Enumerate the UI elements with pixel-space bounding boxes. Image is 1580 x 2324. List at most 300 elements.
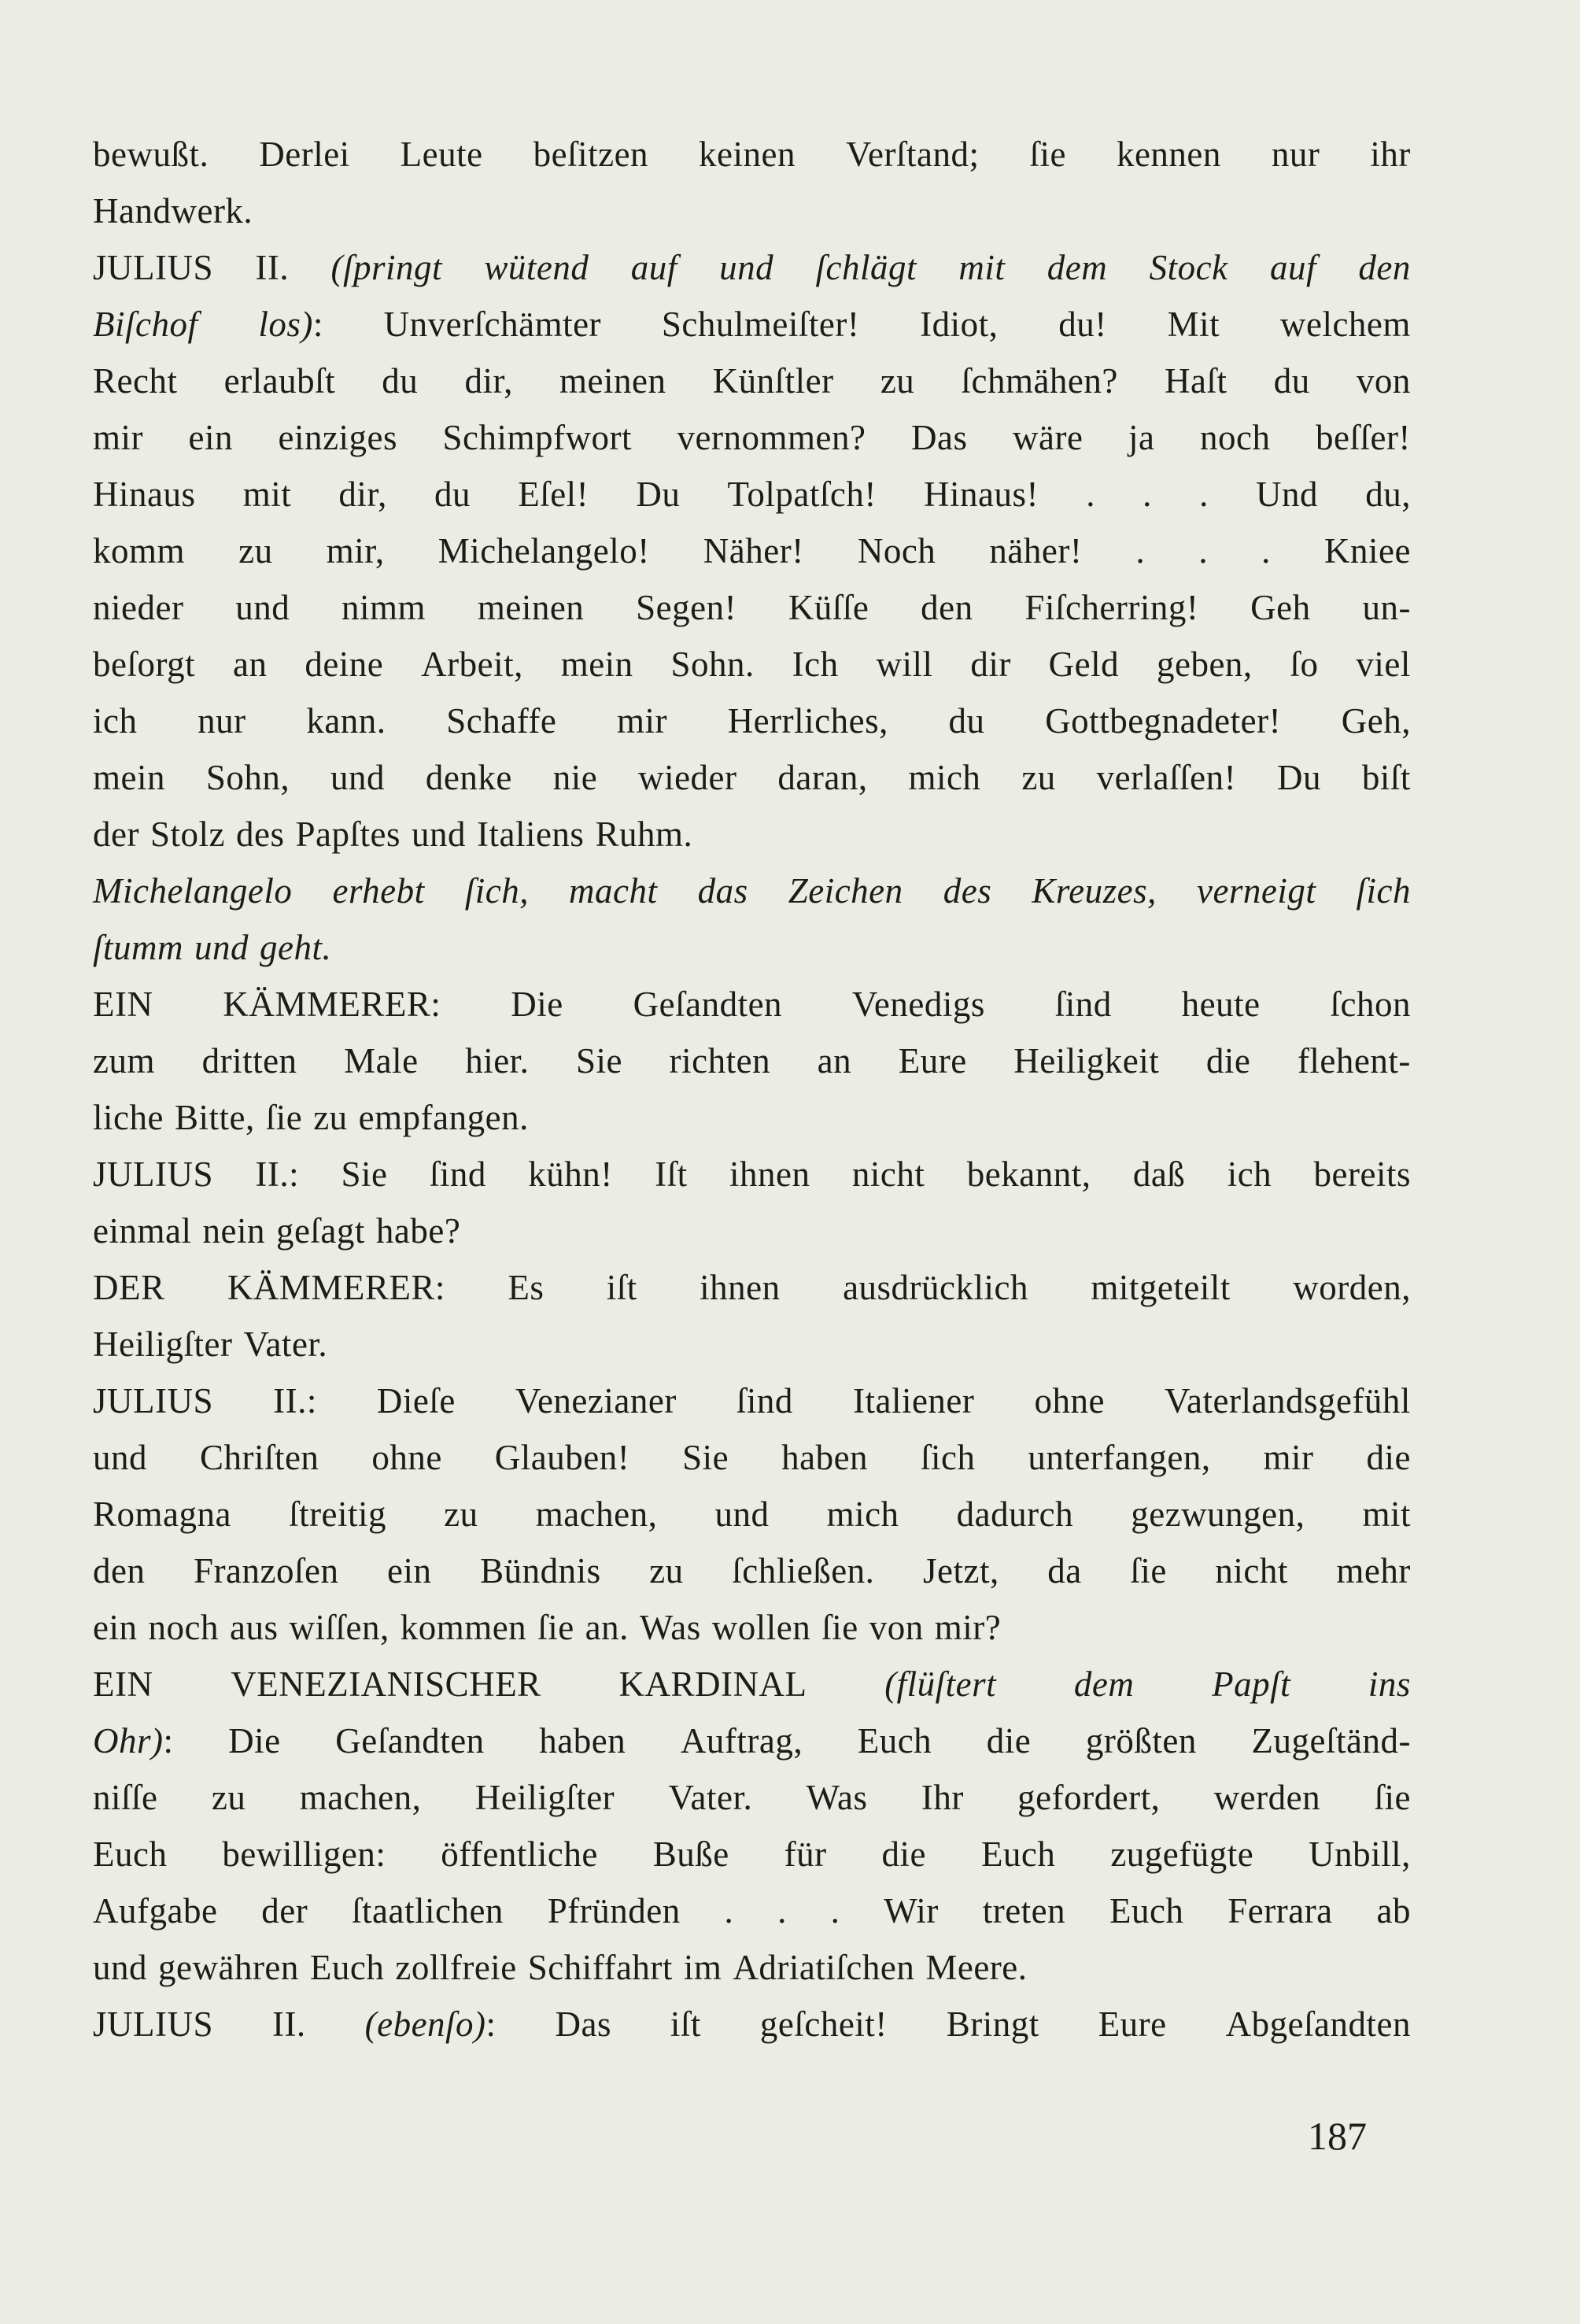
word: du xyxy=(948,701,985,741)
word: Sohn. xyxy=(670,645,755,684)
word: Euch xyxy=(1109,1891,1184,1931)
word: treten xyxy=(982,1891,1066,1931)
word: Venedigs xyxy=(851,985,985,1024)
word: Euch xyxy=(309,1948,385,1987)
word: ſchlägt xyxy=(815,248,917,287)
word: Recht xyxy=(93,361,178,401)
word: macht xyxy=(569,871,658,911)
text-line xyxy=(93,126,1411,183)
word: und xyxy=(714,1495,770,1534)
word: II. xyxy=(271,2004,306,2044)
word: will xyxy=(876,645,933,684)
word: Heiligſter xyxy=(93,1325,233,1364)
text-line xyxy=(93,863,1411,919)
word: Buße xyxy=(652,1834,729,1874)
word: aus xyxy=(229,1608,279,1647)
text-line xyxy=(93,749,1411,806)
word: DER xyxy=(93,1268,165,1307)
word: zum xyxy=(93,1041,155,1081)
word: Romagna xyxy=(93,1495,231,1534)
word: Abgeſandten xyxy=(1225,2004,1411,2044)
word: dem xyxy=(1073,1664,1135,1704)
word: hier. xyxy=(465,1041,530,1081)
word: Geh xyxy=(1250,588,1311,627)
word: zu xyxy=(238,531,273,571)
word: Stolz xyxy=(150,815,225,854)
text-line xyxy=(93,1146,1411,1203)
text-line xyxy=(93,1826,1411,1882)
word: nicht xyxy=(851,1155,925,1194)
word: Verſtand; xyxy=(846,135,980,174)
word: Arbeit, xyxy=(421,645,523,684)
word: ja xyxy=(1128,418,1155,457)
word: Adriatiſchen xyxy=(733,1948,915,1987)
word: Bündnis xyxy=(480,1551,601,1591)
word: beſſer! xyxy=(1316,418,1411,457)
word: EIN xyxy=(93,985,153,1024)
word: Zeichen xyxy=(788,871,903,911)
word: dir, xyxy=(464,361,513,401)
word: ſind xyxy=(736,1381,793,1421)
word: von xyxy=(869,1608,924,1647)
word: Bitte, xyxy=(174,1098,255,1137)
word: einziges xyxy=(278,418,397,457)
word: Aufgabe xyxy=(93,1891,218,1931)
word: Eure xyxy=(898,1041,967,1081)
word: haben xyxy=(539,1721,626,1761)
word: flehent- xyxy=(1297,1041,1411,1081)
word: nimm xyxy=(341,588,426,627)
word: ich xyxy=(1227,1155,1272,1194)
word: Unverſchämter xyxy=(383,305,602,344)
word: . xyxy=(1261,531,1271,571)
text-line xyxy=(93,976,1411,1033)
word: Stock xyxy=(1149,248,1228,287)
word: den xyxy=(1358,248,1411,287)
word: Chriſten xyxy=(199,1438,319,1477)
word: Küſſe xyxy=(788,588,869,627)
text-line xyxy=(93,1259,1411,1316)
word: . xyxy=(1143,475,1152,514)
word: Die xyxy=(228,1721,281,1761)
word: daß xyxy=(1132,1155,1186,1194)
word: ein xyxy=(93,1608,138,1647)
word: beſitzen xyxy=(533,135,649,174)
word: geſcheit! xyxy=(759,2004,888,2044)
word: ſchließen. xyxy=(732,1551,875,1591)
word: Euch xyxy=(93,1834,168,1874)
word: Papſt xyxy=(1212,1664,1291,1704)
text-line xyxy=(93,1429,1411,1486)
text-line xyxy=(93,1316,1411,1373)
word: ſie xyxy=(1374,1778,1411,1817)
word: II.: xyxy=(273,1381,317,1421)
word: Ruhm. xyxy=(595,815,693,854)
word: Vaterlandsgefühl xyxy=(1165,1381,1411,1421)
word: Eure xyxy=(1098,2004,1167,2044)
word: ſie xyxy=(265,1098,303,1137)
word: nieder xyxy=(93,588,184,627)
word: zollfreie xyxy=(395,1948,517,1987)
word: iſt xyxy=(606,1268,637,1307)
word: werden xyxy=(1213,1778,1321,1817)
word: ſtaatlichen xyxy=(352,1891,504,1931)
word: nein xyxy=(202,1211,265,1251)
word: biſt xyxy=(1361,758,1411,797)
word: dadurch xyxy=(956,1495,1074,1534)
word: Hinaus xyxy=(93,475,196,514)
word: und xyxy=(719,248,774,287)
word: welchem xyxy=(1279,305,1411,344)
word: Leute xyxy=(400,135,483,174)
word: unterfangen, xyxy=(1028,1438,1211,1477)
word: kühn! xyxy=(528,1155,613,1194)
word: du xyxy=(382,361,419,401)
word: auf xyxy=(630,248,677,287)
word: mit xyxy=(958,248,1006,287)
word: mich xyxy=(826,1495,899,1534)
text-line xyxy=(93,1373,1411,1429)
word: Sie xyxy=(341,1155,388,1194)
text-line xyxy=(93,1203,1411,1259)
word: zugefügte xyxy=(1110,1834,1254,1874)
word: Meere. xyxy=(925,1948,1028,1987)
word: Geld xyxy=(1048,645,1120,684)
word: du xyxy=(434,475,471,514)
word: . xyxy=(830,1891,840,1931)
word: denke xyxy=(425,758,512,797)
word: Euch xyxy=(857,1721,932,1761)
word: zu xyxy=(313,1098,348,1137)
word: Kreuzes, xyxy=(1032,871,1157,911)
word: : xyxy=(163,1721,174,1761)
word: dritten xyxy=(201,1041,297,1081)
word: Heiligſter xyxy=(474,1778,615,1817)
word: Das xyxy=(910,418,968,457)
word: dir xyxy=(970,645,1011,684)
word: komm xyxy=(93,531,186,571)
word: JULIUS xyxy=(93,1155,214,1194)
word: Italiens xyxy=(476,815,585,854)
word: ſie xyxy=(821,1608,858,1647)
word: . xyxy=(1135,531,1146,571)
word: geht. xyxy=(260,928,332,967)
word: wütend xyxy=(484,248,589,287)
word: Ihr xyxy=(921,1778,964,1817)
word: nur xyxy=(1271,135,1320,174)
word: un- xyxy=(1362,588,1411,627)
word: zu xyxy=(649,1551,684,1591)
word: kann. xyxy=(306,701,386,741)
word: Iſt xyxy=(655,1155,688,1194)
word: Michelangelo xyxy=(93,871,293,911)
word: Euch xyxy=(980,1834,1056,1874)
word: ſie xyxy=(1130,1551,1167,1591)
text-line xyxy=(93,693,1411,749)
text-line xyxy=(93,1543,1411,1599)
text-line xyxy=(93,466,1411,523)
word: Geh, xyxy=(1341,701,1411,741)
word: . xyxy=(724,1891,734,1931)
word: Die xyxy=(511,985,563,1024)
word: liche xyxy=(93,1098,164,1137)
word: größten xyxy=(1085,1721,1197,1761)
word: iſt xyxy=(670,2004,701,2044)
word: II. xyxy=(255,248,290,287)
word: Es xyxy=(508,1268,545,1307)
word: II.: xyxy=(255,1155,300,1194)
word: bekannt, xyxy=(966,1155,1091,1194)
text-line xyxy=(93,239,1411,296)
word: Herrliches, xyxy=(727,701,888,741)
word: ohne xyxy=(1034,1381,1105,1421)
word: Schaffe xyxy=(446,701,557,741)
word: deine xyxy=(305,645,384,684)
word: bereits xyxy=(1313,1155,1411,1194)
word: ſchon xyxy=(1330,985,1411,1024)
word: Fiſcherring! xyxy=(1024,588,1199,627)
word: : xyxy=(485,2004,497,2044)
word: die xyxy=(1366,1438,1411,1477)
text-line xyxy=(93,409,1411,466)
word: Noch xyxy=(857,531,936,571)
word: Schimpfwort xyxy=(442,418,632,457)
word: Du xyxy=(636,475,681,514)
word: vernommen? xyxy=(677,418,866,457)
word: mich xyxy=(908,758,981,797)
word: ſtumm xyxy=(93,928,183,967)
word: ſind xyxy=(1054,985,1112,1024)
word: nur xyxy=(198,701,246,741)
word: Ich xyxy=(792,645,839,684)
word: Idiot, xyxy=(920,305,999,344)
word: ſich xyxy=(1356,871,1411,911)
word: und xyxy=(330,758,386,797)
word: für xyxy=(784,1834,827,1874)
word: erlaubſt xyxy=(223,361,336,401)
word: verneigt xyxy=(1196,871,1316,911)
word: ſchmähen? xyxy=(961,361,1118,401)
word: näher! xyxy=(989,531,1083,571)
word: Pfründen xyxy=(547,1891,681,1931)
text-line xyxy=(93,353,1411,409)
word: . xyxy=(1198,531,1209,571)
text-line xyxy=(93,636,1411,693)
word: Gottbegnadeter! xyxy=(1045,701,1282,741)
word: Derlei xyxy=(259,135,350,174)
word: JULIUS xyxy=(93,248,214,287)
text-line xyxy=(93,1939,1411,1996)
word: mein xyxy=(560,645,633,684)
word: bewußt. xyxy=(93,135,209,174)
word: Dieſe xyxy=(376,1381,456,1421)
word: Biſchof xyxy=(93,305,198,344)
word: (ebenſo) xyxy=(364,2004,486,2044)
word: Segen! xyxy=(636,588,737,627)
word: keinen xyxy=(699,135,796,174)
word: ſo xyxy=(1290,645,1319,684)
word: Und xyxy=(1256,475,1318,514)
word: die xyxy=(986,1721,1032,1761)
word: VENEZIANISCHER xyxy=(231,1664,541,1704)
word: ſich, xyxy=(464,871,529,911)
text-line xyxy=(93,296,1411,353)
word: ausdrücklich xyxy=(843,1268,1028,1307)
word: zu xyxy=(444,1495,478,1534)
word: nicht xyxy=(1215,1551,1288,1591)
word: JULIUS xyxy=(93,1381,214,1421)
text-line xyxy=(93,919,1411,976)
word: Italiener xyxy=(852,1381,975,1421)
word: Papſtes xyxy=(295,815,401,854)
word: ein xyxy=(188,418,234,457)
word: Was xyxy=(639,1608,701,1647)
word: Was xyxy=(806,1778,868,1817)
word: Tolpatſch! xyxy=(727,475,877,514)
word: den xyxy=(921,588,973,627)
word: Male xyxy=(344,1041,419,1081)
word: Ohr) xyxy=(93,1721,164,1761)
word: habe? xyxy=(375,1211,461,1251)
text-line xyxy=(93,579,1411,636)
word: wiſſen, xyxy=(289,1608,389,1647)
word: zu xyxy=(211,1778,246,1817)
word: Kniee xyxy=(1324,531,1411,571)
word: ein xyxy=(387,1551,432,1591)
word: auf xyxy=(1269,248,1316,287)
word: erhebt xyxy=(332,871,425,911)
word: und xyxy=(235,588,290,627)
word xyxy=(93,1713,174,1769)
word: der xyxy=(93,815,139,854)
word: machen, xyxy=(299,1778,422,1817)
word: mir xyxy=(1263,1438,1314,1477)
word: ihnen xyxy=(700,1268,781,1307)
page-text-block xyxy=(93,126,1411,2052)
word: mehr xyxy=(1336,1551,1411,1591)
word: dem xyxy=(1047,248,1108,287)
word: Wir xyxy=(884,1891,939,1931)
word: Vater. xyxy=(668,1778,753,1817)
word: da xyxy=(1047,1551,1082,1591)
word: mitgeteilt xyxy=(1091,1268,1231,1307)
word: und xyxy=(411,815,466,854)
word: Venezianer xyxy=(515,1381,677,1421)
text-line xyxy=(93,1033,1411,1089)
word: ihr xyxy=(1370,135,1411,174)
word: dir, xyxy=(338,475,387,514)
word: von xyxy=(1356,361,1411,401)
word: die xyxy=(881,1834,927,1874)
word: . xyxy=(777,1891,787,1931)
word: Mit xyxy=(1167,305,1220,344)
word: empfangen. xyxy=(358,1098,529,1137)
word: nie xyxy=(552,758,598,797)
text-line xyxy=(93,1882,1411,1939)
word: Franzoſen xyxy=(194,1551,339,1591)
text-line xyxy=(93,1656,1411,1713)
word: noch xyxy=(1199,418,1271,457)
word: meinen xyxy=(477,588,585,627)
word: mit xyxy=(242,475,292,514)
text-line xyxy=(93,1996,1411,2052)
word: und xyxy=(194,928,249,967)
text-line xyxy=(93,523,1411,579)
word: Sie xyxy=(576,1041,623,1081)
word: du xyxy=(1273,361,1310,401)
word: du, xyxy=(1365,475,1411,514)
word: haben xyxy=(781,1438,869,1477)
word: Handwerk. xyxy=(93,191,253,231)
word: ihnen xyxy=(729,1155,810,1194)
word: ſie xyxy=(1029,135,1066,174)
word: mit xyxy=(1362,1495,1411,1534)
word: geben, xyxy=(1156,645,1253,684)
word: gewähren xyxy=(158,1948,299,1987)
word: geſagt xyxy=(275,1211,365,1251)
text-line xyxy=(93,1486,1411,1543)
word: Haſt xyxy=(1165,361,1227,401)
word xyxy=(365,1996,497,2052)
word: ich xyxy=(93,701,138,741)
word: Jetzt, xyxy=(922,1551,999,1591)
word: einmal xyxy=(93,1211,192,1251)
word: gezwungen, xyxy=(1131,1495,1305,1534)
word: los) xyxy=(258,305,313,344)
word: Unbill, xyxy=(1309,1834,1411,1874)
word: KARDINAL xyxy=(618,1664,807,1704)
word: ohne xyxy=(371,1438,442,1477)
word: ſind xyxy=(429,1155,486,1194)
word: richten xyxy=(669,1041,771,1081)
word: heute xyxy=(1181,985,1261,1024)
word: den xyxy=(93,1551,146,1591)
word: Bringt xyxy=(946,2004,1039,2044)
word: zu xyxy=(1021,758,1056,797)
word: Geſandten xyxy=(633,985,783,1024)
word: KÄMMERER: xyxy=(223,985,441,1024)
word: JULIUS xyxy=(93,2004,214,2044)
word: ſie xyxy=(537,1608,574,1647)
word: des xyxy=(235,815,285,854)
word: Näher! xyxy=(703,531,804,571)
word: Zugeſtänd- xyxy=(1251,1721,1411,1761)
word: das xyxy=(697,871,748,911)
word: im xyxy=(683,1948,722,1987)
word: du! xyxy=(1058,305,1107,344)
word: mir? xyxy=(934,1608,1002,1647)
word: an xyxy=(233,645,268,684)
word: Heiligkeit xyxy=(1013,1041,1160,1081)
word: Sohn, xyxy=(205,758,290,797)
word: meinen xyxy=(559,361,666,401)
text-line xyxy=(93,1769,1411,1826)
word: (flüſtert xyxy=(884,1664,997,1704)
word: und xyxy=(93,1438,147,1477)
word: EIN xyxy=(93,1664,153,1704)
word: Glauben! xyxy=(494,1438,630,1477)
text-line xyxy=(93,1089,1411,1146)
word: öffentliche xyxy=(441,1834,598,1874)
word: Das xyxy=(555,2004,611,2044)
word: Künſtler xyxy=(712,361,834,401)
word: beſorgt xyxy=(93,645,196,684)
word: viel xyxy=(1356,645,1411,684)
word: Du xyxy=(1276,758,1321,797)
word: worden, xyxy=(1293,1268,1411,1307)
word: Geſandten xyxy=(335,1721,485,1761)
word: Sie xyxy=(682,1438,729,1477)
